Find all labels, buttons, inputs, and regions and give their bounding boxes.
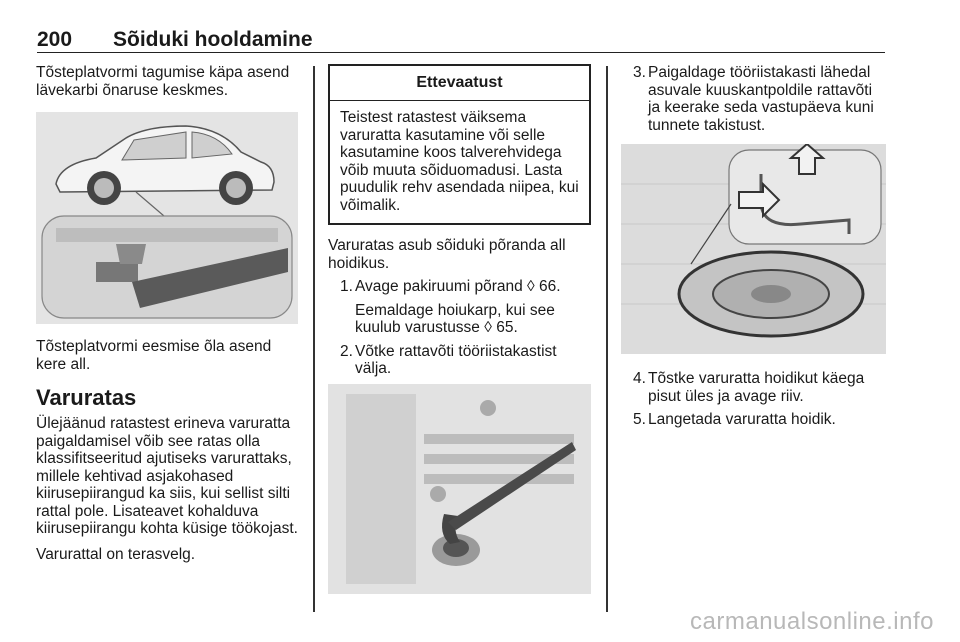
jack-closeup-image xyxy=(42,216,292,318)
wheel-wrench-figure xyxy=(328,384,591,594)
spare-wheel-paragraph: Ülejäänud ratastest erineva varuratta paigaldamisel võib see ratas olla klassifitseeritud ajutiseks varurattaks, millele kehtivad asjakohased kiirusepiirangud ka siis, kui sellist silti rattal pole. Lisateavet kohalduva kiirusepiirangu kohta küsige töökojast. xyxy=(36,415,298,537)
warning-box xyxy=(328,64,591,225)
page-header xyxy=(37,26,885,53)
steps-list-b xyxy=(621,64,886,134)
warning-title: Ettevaatust xyxy=(330,66,589,101)
column-3 xyxy=(621,64,886,435)
steps-list-c xyxy=(621,370,886,429)
list-item: 5. Langetada varuratta hoidik. xyxy=(633,411,836,428)
jack-rear-text: Tõsteplatvormi tagumise käpa asend lävekarbi õnaruse keskmes. xyxy=(36,64,290,99)
spare-wheel-heading: Varuratas xyxy=(36,385,137,410)
column-divider-left xyxy=(313,66,315,612)
spare-wheel-image xyxy=(679,252,863,336)
spare-location-text: Varuratas asub sõiduki põranda all hoidikus. xyxy=(328,237,566,272)
steps-list-a xyxy=(328,278,591,378)
list-item: 1. Avage pakiruumi põrand ◊ 66. Eemaldage hoiukarp, kui see kuulub varustusse ◊ 65. xyxy=(340,278,561,336)
column-divider-right xyxy=(606,66,608,612)
section-title: Sõiduki hooldamine xyxy=(113,28,313,51)
jack-front-caption: Tõsteplatvormi eesmise õla asend kere all. xyxy=(36,338,272,373)
carrier-closeup-image xyxy=(729,144,881,244)
list-item: 4. Tõstke varuratta hoidikut käega pisut üles ja avage riiv. xyxy=(633,370,865,405)
page-number: 200 xyxy=(37,28,73,51)
spare-carrier-figure xyxy=(621,144,886,354)
jack-position-figure xyxy=(36,112,298,324)
watermark: carmanualsonline.info xyxy=(690,608,934,635)
list-item: 2. Võtke rattavõti tööriistakastist välja. xyxy=(340,342,557,377)
list-item: 3. Paigaldage tööriistakasti lähedal asuvale kuuskantpoldile rattavõti ja keerake seda vastupäeva kuni tunnete takistust. xyxy=(633,64,874,134)
warning-text: Teistest ratastest väiksema varuratta kasutamine või selle kasutamine koos talverehvidega võib muuta sõiduomadusi. Lasta puudulik rehv asendada niipea, kui võimalik. xyxy=(340,109,579,214)
column-2 xyxy=(328,64,591,594)
steel-rim-paragraph: Varurattal on terasvelg. xyxy=(36,545,196,563)
column-1 xyxy=(36,64,298,563)
